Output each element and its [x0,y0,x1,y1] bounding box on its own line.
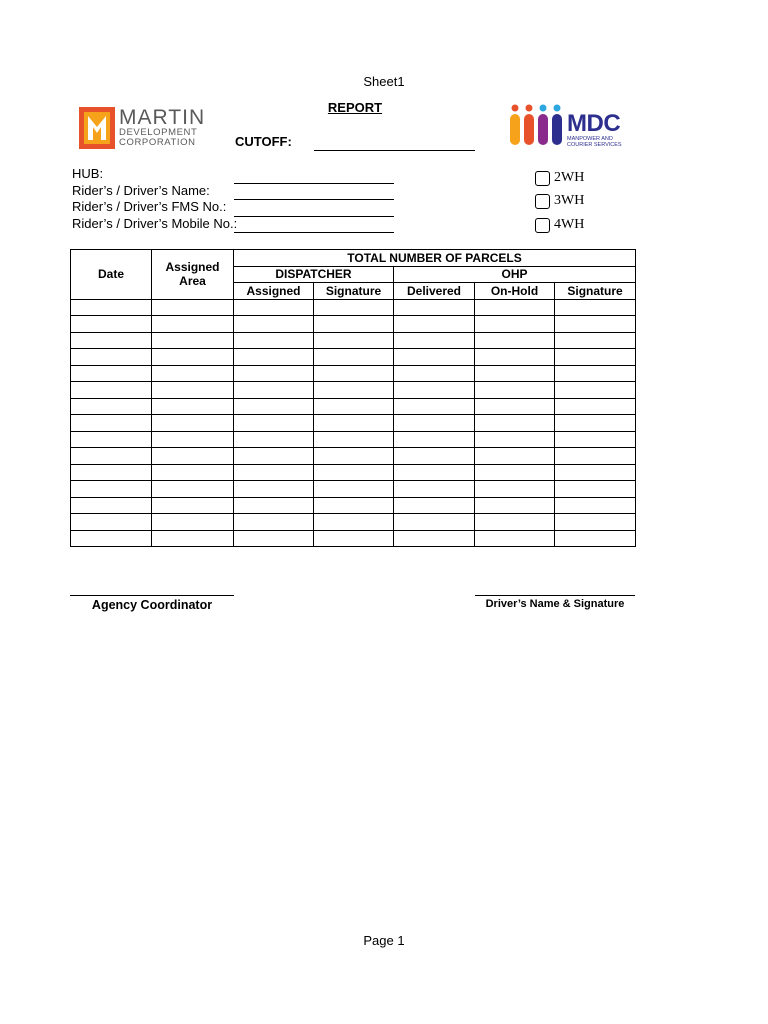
table-row [71,415,636,432]
table-cell[interactable] [234,530,314,547]
table-cell[interactable] [394,497,475,514]
table-cell[interactable] [314,530,394,547]
checkbox-3wh[interactable] [535,194,550,209]
table-cell[interactable] [234,497,314,514]
column-date: Date [71,250,152,300]
table-cell[interactable] [234,398,314,415]
table-cell[interactable] [394,431,475,448]
table-cell[interactable] [475,332,555,349]
table-cell[interactable] [394,398,475,415]
martin-line2: CORPORATION [119,137,196,148]
martin-line1: DEVELOPMENT [119,127,198,138]
table-cell[interactable] [555,299,636,316]
table-cell[interactable] [71,448,152,465]
column-on-hold: On-Hold [475,283,555,300]
total-parcels-header: TOTAL NUMBER OF PARCELS [234,250,636,267]
table-cell[interactable] [234,365,314,382]
table-cell[interactable] [475,514,555,531]
table-cell[interactable] [71,382,152,399]
table-cell[interactable] [234,448,314,465]
table-cell[interactable] [475,382,555,399]
table-cell[interactable] [152,415,234,432]
table-cell[interactable] [234,349,314,366]
hub-label: HUB: [72,166,104,181]
vehicle-label-3wh: 3WH [554,193,585,208]
table-row [71,365,636,382]
table-cell[interactable] [234,332,314,349]
cutoff-field[interactable] [314,150,475,151]
table-row [71,349,636,366]
table-row [71,448,636,465]
table-cell[interactable] [71,431,152,448]
table-cell[interactable] [71,398,152,415]
table-cell[interactable] [555,497,636,514]
fms-number-field[interactable] [234,199,394,200]
table-cell[interactable] [555,481,636,498]
mdc-logo [509,103,629,149]
column-dispatcher-signature: Signature [314,283,394,300]
table-row [71,316,636,333]
table-cell[interactable] [71,332,152,349]
table-cell[interactable] [314,497,394,514]
table-cell[interactable] [71,299,152,316]
vehicle-option-4wh[interactable] [535,217,584,233]
page-number: Page 1 [363,933,405,948]
table-cell[interactable] [394,481,475,498]
table-cell[interactable] [475,415,555,432]
table-cell[interactable] [152,332,234,349]
mdc-people-icon [509,103,565,147]
table-cell[interactable] [71,316,152,333]
checkbox-4wh[interactable] [535,218,550,233]
table-cell[interactable] [152,530,234,547]
agency-coordinator-label: Agency Coordinator [91,598,213,612]
fms-number-label: Rider’s / Driver’s FMS No.: [72,199,227,214]
table-cell[interactable] [475,398,555,415]
table-cell[interactable] [475,299,555,316]
table-cell[interactable] [314,316,394,333]
table-cell[interactable] [234,464,314,481]
table-cell[interactable] [555,398,636,415]
martin-m-icon [79,107,115,149]
table-cell[interactable] [314,448,394,465]
table-cell[interactable] [475,365,555,382]
table-cell[interactable] [555,431,636,448]
table-cell[interactable] [71,365,152,382]
table-cell[interactable] [394,464,475,481]
table-cell[interactable] [475,316,555,333]
table-cell[interactable] [394,299,475,316]
table-cell[interactable] [314,382,394,399]
table-cell[interactable] [234,299,314,316]
table-cell[interactable] [71,349,152,366]
table-cell[interactable] [394,332,475,349]
table-cell[interactable] [314,514,394,531]
table-cell[interactable] [555,448,636,465]
table-cell[interactable] [71,481,152,498]
mdc-tagline [567,136,622,148]
vehicle-label-2wh: 2WH [554,170,585,185]
vehicle-option-3wh[interactable] [535,193,584,209]
table-cell[interactable] [314,431,394,448]
table-cell[interactable] [314,481,394,498]
agency-coordinator-signature-line[interactable] [70,595,234,596]
column-assigned: Assigned [234,283,314,300]
table-cell[interactable] [234,415,314,432]
table-cell[interactable] [314,398,394,415]
table-cell[interactable] [555,514,636,531]
table-cell[interactable] [394,415,475,432]
mdc-wordmark: MDC [567,110,621,137]
table-row [71,497,636,514]
table-cell[interactable] [71,415,152,432]
table-cell[interactable] [314,332,394,349]
mdc-tagline-1: MANPOWER AND [567,136,613,142]
table-cell[interactable] [152,464,234,481]
table-cell[interactable] [394,316,475,333]
mobile-number-field[interactable] [234,216,394,217]
table-cell[interactable] [394,365,475,382]
table-cell[interactable] [314,415,394,432]
table-cell[interactable] [234,481,314,498]
table-cell[interactable] [152,382,234,399]
table-cell[interactable] [314,299,394,316]
mdc-tagline-2: COURIER SERVICES [567,142,622,148]
table-cell[interactable] [555,382,636,399]
table-body [71,299,636,547]
driver-signature-label: Driver’s Name & Signature [485,598,625,610]
table-cell[interactable] [475,464,555,481]
mobile-number-field-end [234,232,394,233]
ohp-header: OHP [394,266,636,283]
table-cell[interactable] [475,481,555,498]
table-cell[interactable] [314,365,394,382]
column-assigned-area: Assigned Area [152,250,234,300]
table-row [71,431,636,448]
table-cell[interactable] [71,514,152,531]
table-cell[interactable] [152,349,234,366]
cutoff-label: CUTOFF: [235,134,292,149]
parcels-table [70,249,636,547]
table-cell[interactable] [234,382,314,399]
table-cell[interactable] [234,431,314,448]
vehicle-option-2wh[interactable] [535,170,584,186]
mobile-number-label: Rider’s / Driver’s Mobile No.: [72,216,238,231]
column-ohp-signature: Signature [555,283,636,300]
table-cell[interactable] [475,349,555,366]
column-delivered: Delivered [394,283,475,300]
report-title: REPORT [327,100,383,115]
table-cell[interactable] [234,514,314,531]
table-cell[interactable] [71,464,152,481]
martin-development-logo [79,107,204,149]
table-cell[interactable] [555,464,636,481]
table-cell[interactable] [475,530,555,547]
table-cell[interactable] [394,530,475,547]
martin-wordmark [119,107,205,148]
checkbox-2wh[interactable] [535,171,550,186]
table-cell[interactable] [555,365,636,382]
table-cell[interactable] [314,349,394,366]
table-cell[interactable] [152,497,234,514]
table-cell[interactable] [555,316,636,333]
table-row [71,514,636,531]
table-cell[interactable] [555,349,636,366]
table-row [71,382,636,399]
table-cell[interactable] [394,448,475,465]
table-row [71,332,636,349]
table-cell[interactable] [394,514,475,531]
table-row [71,464,636,481]
table-cell[interactable] [234,316,314,333]
sheet-title: Sheet1 [363,74,405,89]
table-row [71,398,636,415]
table-cell[interactable] [152,365,234,382]
table-row [71,299,636,316]
driver-name-field[interactable] [234,183,394,184]
table-cell[interactable] [152,398,234,415]
table-cell[interactable] [71,530,152,547]
table-cell[interactable] [71,497,152,514]
table-cell[interactable] [475,431,555,448]
table-cell[interactable] [152,481,234,498]
table-cell[interactable] [152,299,234,316]
vehicle-label-4wh: 4WH [554,217,585,232]
table-cell[interactable] [152,316,234,333]
table-cell[interactable] [152,514,234,531]
table-cell[interactable] [475,448,555,465]
table-cell[interactable] [555,530,636,547]
martin-name: MARTIN [119,106,206,129]
table-row [71,530,636,547]
table-cell[interactable] [555,332,636,349]
table-cell[interactable] [475,497,555,514]
table-cell[interactable] [394,382,475,399]
driver-name-label: Rider’s / Driver’s Name: [72,183,210,198]
dispatcher-header: DISPATCHER [234,266,394,283]
table-cell[interactable] [394,349,475,366]
table-cell[interactable] [555,415,636,432]
driver-signature-line[interactable] [475,595,635,596]
table-cell[interactable] [152,431,234,448]
table-cell[interactable] [314,464,394,481]
table-row [71,481,636,498]
table-cell[interactable] [152,448,234,465]
